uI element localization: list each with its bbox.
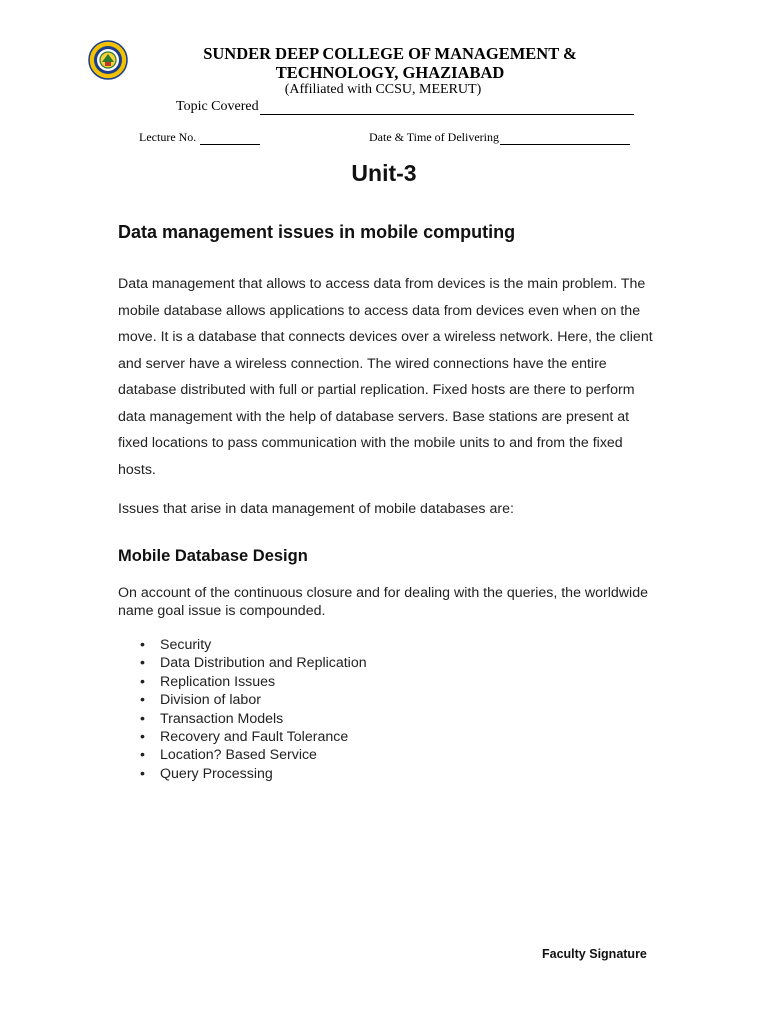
date-time-label: Date & Time of Delivering	[369, 130, 499, 144]
list-item: • Replication Issues	[118, 673, 367, 691]
lecture-no-label: Lecture No.	[139, 130, 197, 144]
college-name: SUNDER DEEP COLLEGE OF MANAGEMENT & TECHNOLOGY, GHAZIABAD	[203, 44, 577, 82]
college-seal-icon	[88, 40, 128, 80]
lecture-no-line	[139, 130, 260, 145]
faculty-signature-label: Faculty Signature	[542, 947, 647, 961]
section-heading: Data management issues in mobile computing	[118, 222, 516, 242]
list-item: • Transaction Models	[118, 710, 367, 728]
issues-list	[118, 636, 367, 783]
list-item: • Recovery and Fault Tolerance	[118, 728, 367, 746]
issues-intro-text: Issues that arise in data management of mobile databases are:	[118, 501, 514, 517]
affiliation-text: (Affiliated with CCSU, MEERUT)	[284, 82, 482, 97]
date-time-line	[369, 130, 630, 145]
list-item: • Query Processing	[118, 765, 367, 783]
lecture-fill-blank	[200, 132, 260, 145]
date-fill-blank	[500, 132, 630, 145]
sub-heading: Mobile Database Design	[118, 547, 308, 565]
list-item: • Data Distribution and Replication	[118, 654, 367, 672]
topic-covered-label: Topic Covered	[176, 99, 259, 114]
topic-covered-line	[176, 99, 636, 115]
intro-paragraph: Data management that allows to access data from devices is the main problem. The mobile database allows applications to access data from devices even when on the move. It is a database that connects devices over a wireless network. Here, the client and server have a wireless connection. The wired connections have the entire database distributed with full or partial replication. Fixed hosts are there to perform data management with the help of database servers. Base stations are present at fixed locations to pass communication with the mobile units to and from the fixed hosts.	[118, 276, 653, 478]
sub-paragraph: On account of the continuous closure and for dealing with the queries, the worldwide name goal issue is compounded.	[118, 585, 648, 619]
list-item: • Security	[118, 636, 367, 654]
topic-fill-blank	[260, 100, 634, 115]
unit-title: Unit-3	[351, 160, 417, 186]
list-item: • Division of labor	[118, 691, 367, 709]
list-item: • Location? Based Service	[118, 746, 367, 764]
